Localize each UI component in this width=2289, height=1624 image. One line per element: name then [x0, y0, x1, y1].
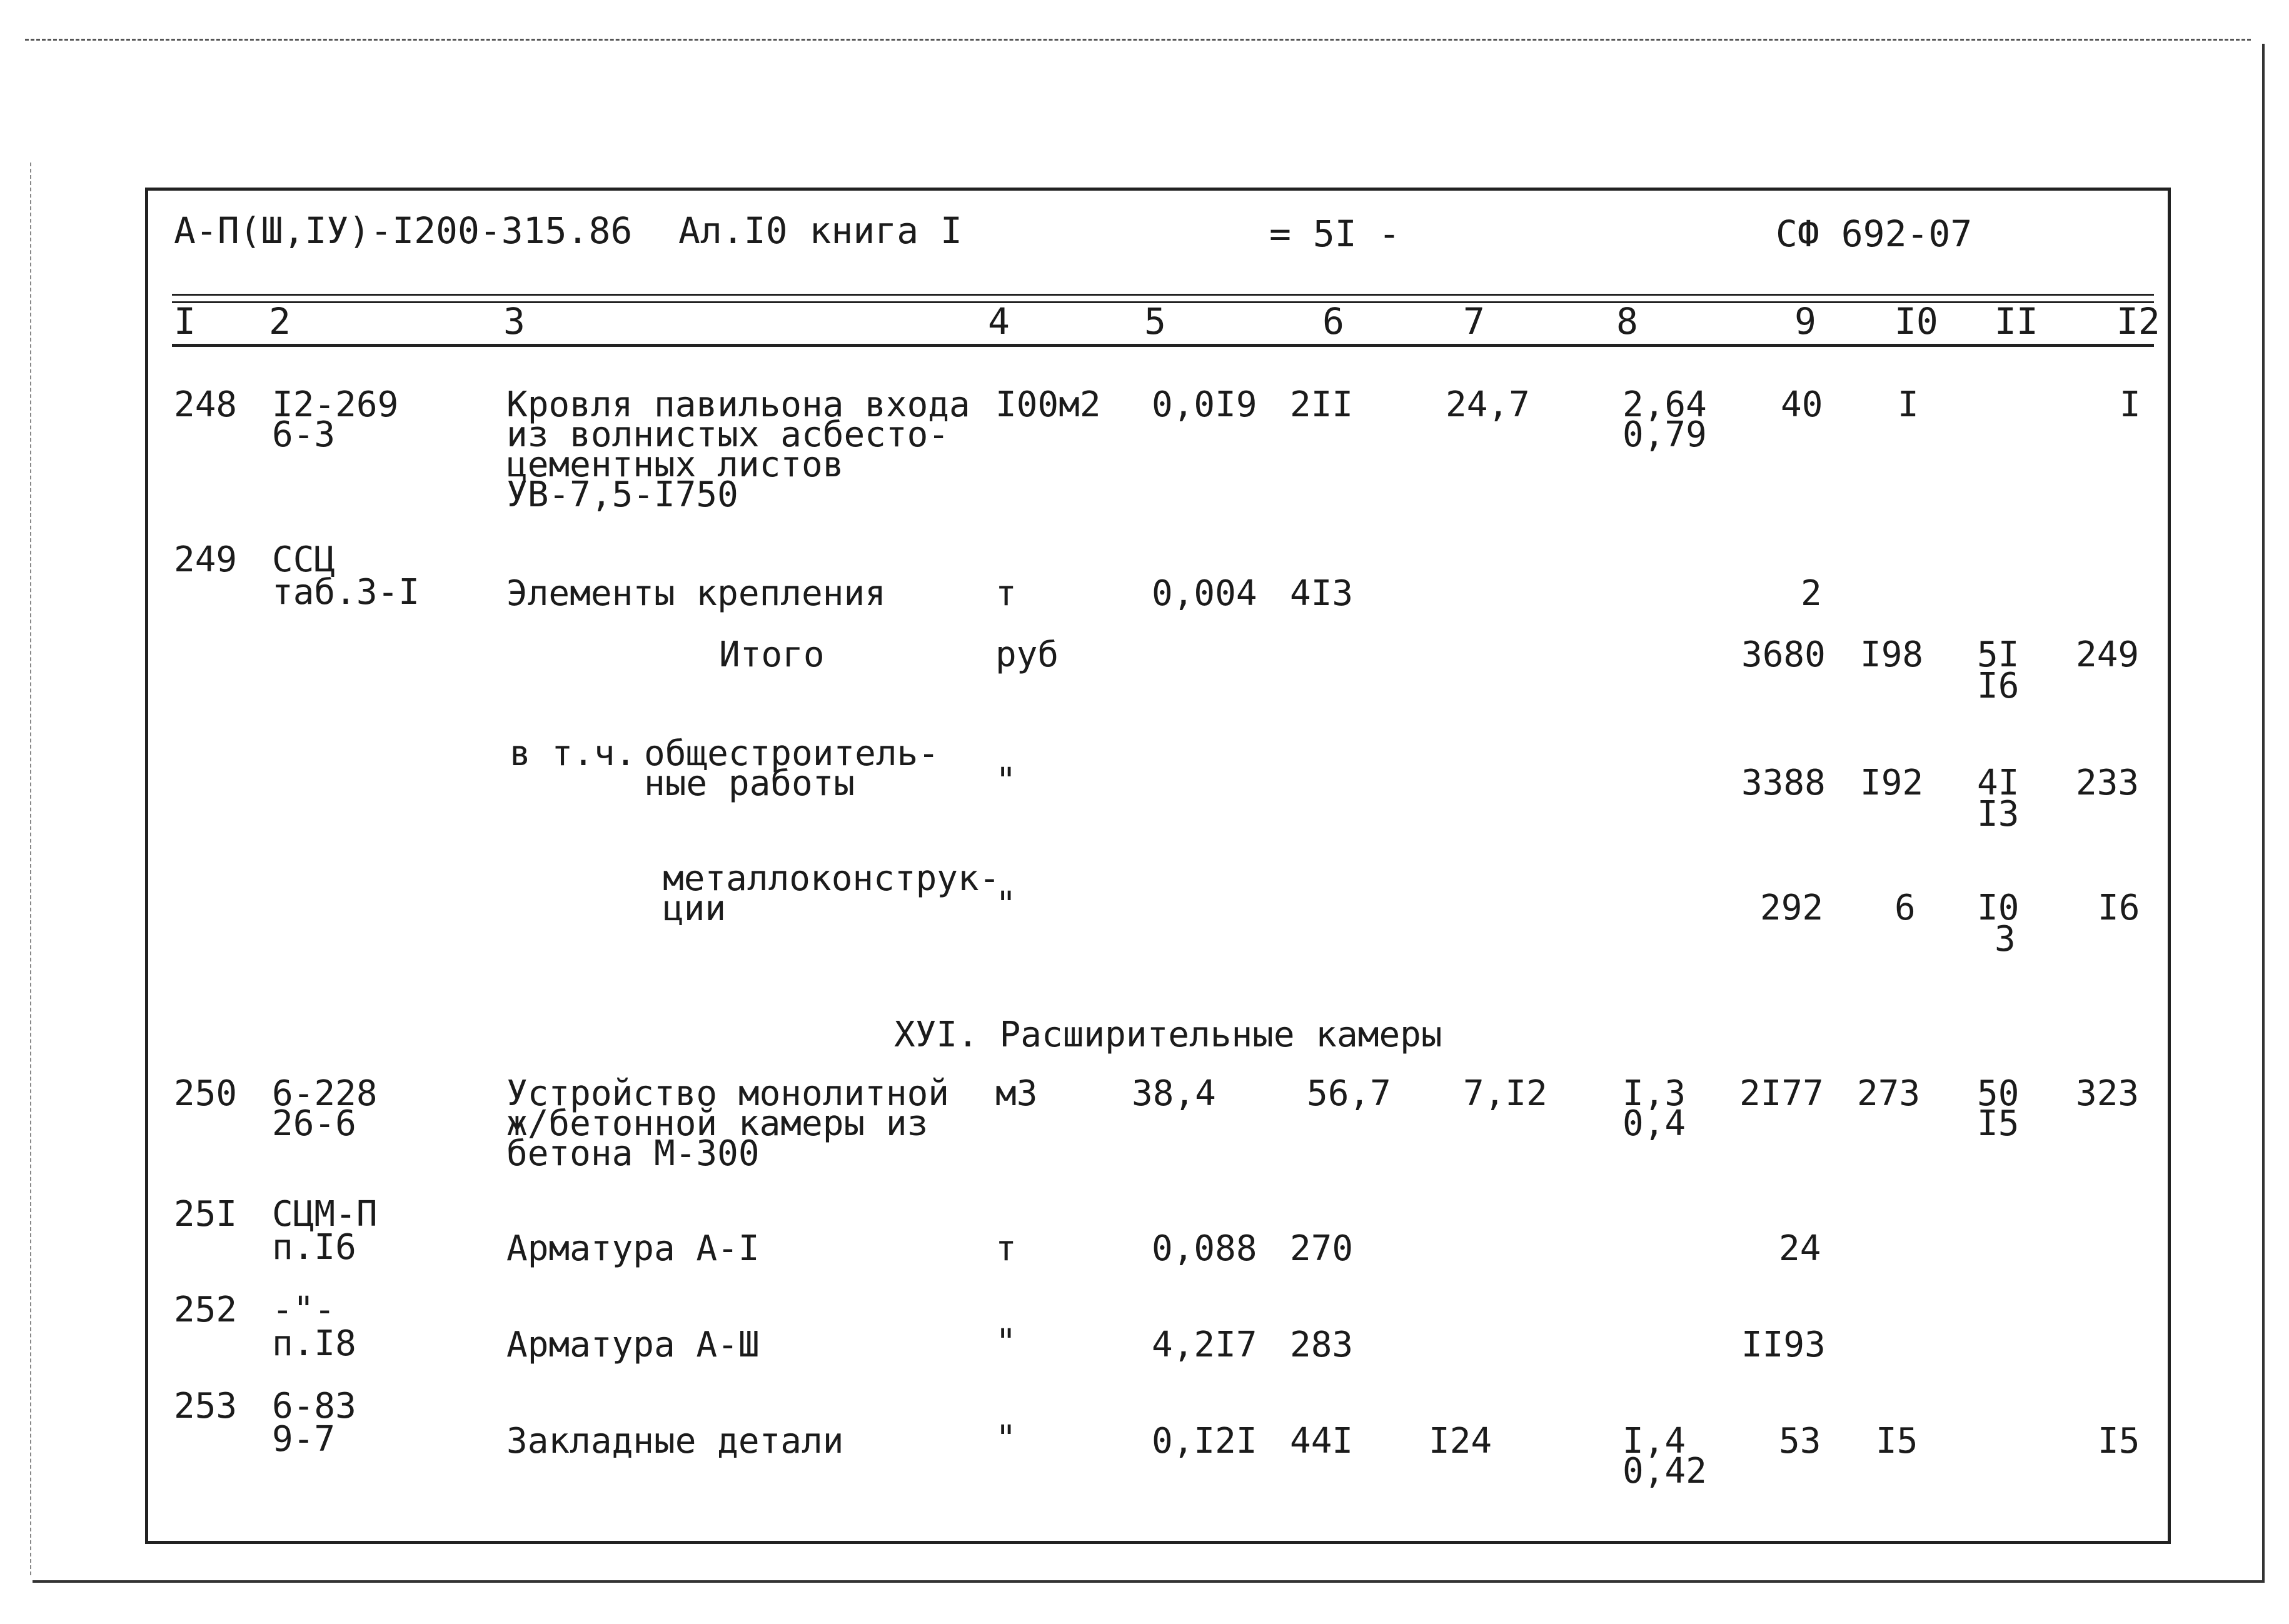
quantity: 0,088	[1152, 1228, 1257, 1269]
work-description: из волнистых асбесто-	[506, 414, 950, 455]
norm-code: ССЦ	[272, 539, 336, 580]
work-description: Устройство монолитной	[506, 1073, 950, 1114]
header-rule	[172, 294, 2154, 296]
album-ref: Ал.I0 книга I	[678, 209, 962, 252]
column-header: 8	[1616, 300, 1638, 343]
col8-value: 0,4	[1622, 1103, 1686, 1144]
ditto-mark: "	[995, 885, 1017, 925]
row-number: 253	[174, 1386, 238, 1426]
col12-value: 233	[2076, 763, 2140, 803]
unit-price: 2II	[1290, 384, 1354, 425]
col11-value: 4I	[1977, 763, 2020, 803]
norm-code: п.I6	[272, 1227, 356, 1268]
subtotal-prefix: в т.ч.	[510, 733, 636, 774]
col9-value: 40	[1781, 384, 1823, 425]
outer-right-line	[2262, 44, 2265, 1581]
ditto-mark: "	[995, 1418, 1017, 1459]
col12-value: I6	[2098, 888, 2140, 928]
col11-value: I3	[1977, 794, 2020, 835]
unit-price: 44I	[1290, 1421, 1354, 1461]
col11-value: 50	[1977, 1073, 2020, 1114]
col11-value: I0	[1977, 888, 2020, 928]
column-header: 2	[269, 300, 291, 343]
quantity: 0,0I9	[1152, 384, 1257, 425]
work-description: Арматура А-I	[506, 1228, 760, 1269]
row-number: 249	[174, 539, 238, 580]
norm-code: СЦМ-П	[272, 1194, 378, 1235]
col9-value: 24	[1779, 1228, 1821, 1269]
norm-code: п.I8	[272, 1323, 356, 1364]
col10-value: 6	[1894, 888, 1916, 928]
column-header: I	[174, 300, 196, 343]
norm-code: таб.3-I	[272, 572, 420, 613]
ditto-mark: "	[995, 1322, 1017, 1363]
col7-value: 7,I2	[1463, 1073, 1547, 1114]
col8-value: I,4	[1622, 1421, 1686, 1461]
col8-value: 0,79	[1622, 414, 1707, 455]
col11-value: 5I	[1977, 634, 2020, 675]
unit-price: 4I3	[1290, 573, 1354, 614]
col12-value: I5	[2098, 1421, 2140, 1461]
col12-value: I	[2120, 384, 2141, 425]
col12-value: 323	[2076, 1073, 2140, 1114]
top-border-line	[25, 39, 2251, 41]
col9-value: 3680	[1741, 634, 1826, 675]
unit-price: 283	[1290, 1325, 1354, 1365]
left-border-line	[30, 163, 31, 1575]
norm-code: 26-6	[272, 1103, 356, 1144]
quantity: 0,004	[1152, 573, 1257, 614]
column-header: I0	[1894, 300, 1938, 343]
row-number: 252	[174, 1290, 238, 1330]
col10-value: I5	[1876, 1421, 1918, 1461]
quantity: 0,I2I	[1152, 1421, 1257, 1461]
work-description: Элементы крепления	[506, 573, 886, 614]
row-number: 25I	[174, 1194, 238, 1235]
norm-code: -"-	[272, 1290, 336, 1330]
column-header: II	[1995, 300, 2038, 343]
total-label: Итого	[719, 634, 825, 675]
col8-value: 0,42	[1622, 1451, 1707, 1491]
row-number: 248	[174, 384, 238, 425]
col9-value: 292	[1760, 888, 1824, 928]
col8-value: 2,64	[1622, 384, 1707, 425]
column-header: 7	[1463, 300, 1485, 343]
column-header: I2	[2116, 300, 2160, 343]
work-description: Кровля павильона входа	[506, 384, 970, 425]
col11-value: I6	[1977, 666, 2020, 706]
unit: т	[995, 573, 1017, 614]
col9-value: 2I77	[1739, 1073, 1824, 1114]
section-heading: ХУI. Расширительные камеры	[894, 1015, 1442, 1055]
col7-value: 24,7	[1446, 384, 1530, 425]
column-rule	[172, 344, 2154, 347]
outer-bottom-line	[33, 1580, 2265, 1583]
norm-code: 9-7	[272, 1419, 336, 1460]
page-number: = 5I -	[1269, 213, 1401, 255]
subtotal-label: металлоконструк-	[663, 858, 1000, 899]
subtotal-label: ные работы	[644, 763, 855, 804]
norm-code: I2-269	[272, 384, 399, 425]
col12-value: 249	[2076, 634, 2140, 675]
col7-value: I24	[1429, 1421, 1492, 1461]
col10-value: I	[1898, 384, 1919, 425]
quantity: 38,4	[1132, 1073, 1216, 1114]
work-description: цементных листов	[506, 444, 844, 485]
col10-value: 273	[1857, 1073, 1921, 1114]
col11-value: 3	[1995, 919, 2016, 960]
norm-code: 6-3	[272, 414, 336, 455]
norm-code: 6-228	[272, 1073, 378, 1114]
norm-code: 6-83	[272, 1386, 356, 1426]
col9-value: 53	[1779, 1421, 1821, 1461]
subtotal-label: ции	[663, 888, 727, 929]
work-description: ж/бетонной камеры из	[506, 1103, 928, 1144]
col9-value: 3388	[1741, 763, 1826, 803]
column-header: 9	[1794, 300, 1816, 343]
work-description: УВ-7,5-I750	[506, 474, 738, 515]
unit: т	[995, 1228, 1017, 1269]
unit: м3	[995, 1073, 1038, 1114]
row-number: 250	[174, 1073, 238, 1114]
ditto-mark: "	[995, 761, 1017, 801]
quantity: 4,2I7	[1152, 1325, 1257, 1365]
unit: руб	[995, 634, 1059, 675]
col9-value: II93	[1741, 1325, 1826, 1365]
unit-price: 56,7	[1307, 1073, 1391, 1114]
col8-value: I,3	[1622, 1073, 1686, 1114]
unit-price: 270	[1290, 1228, 1354, 1269]
unit: I00м2	[995, 384, 1101, 425]
work-description: Закладные детали	[506, 1421, 844, 1461]
col9-value: 2	[1801, 573, 1822, 614]
column-header: 6	[1322, 300, 1344, 343]
column-header: 4	[988, 300, 1010, 343]
col11-value: I5	[1977, 1103, 2020, 1144]
subtotal-label: общестроитель-	[644, 733, 940, 774]
column-header: 5	[1144, 300, 1166, 343]
work-description: Арматура А-Ш	[506, 1325, 760, 1365]
work-description: бетона М-300	[506, 1133, 760, 1174]
sheet-code: СФ 692-07	[1776, 213, 1973, 255]
document-code: А-П(Ш,IУ)-I200-315.86	[174, 209, 633, 252]
col10-value: I98	[1860, 634, 1924, 675]
col10-value: I92	[1860, 763, 1924, 803]
column-header: 3	[503, 300, 525, 343]
